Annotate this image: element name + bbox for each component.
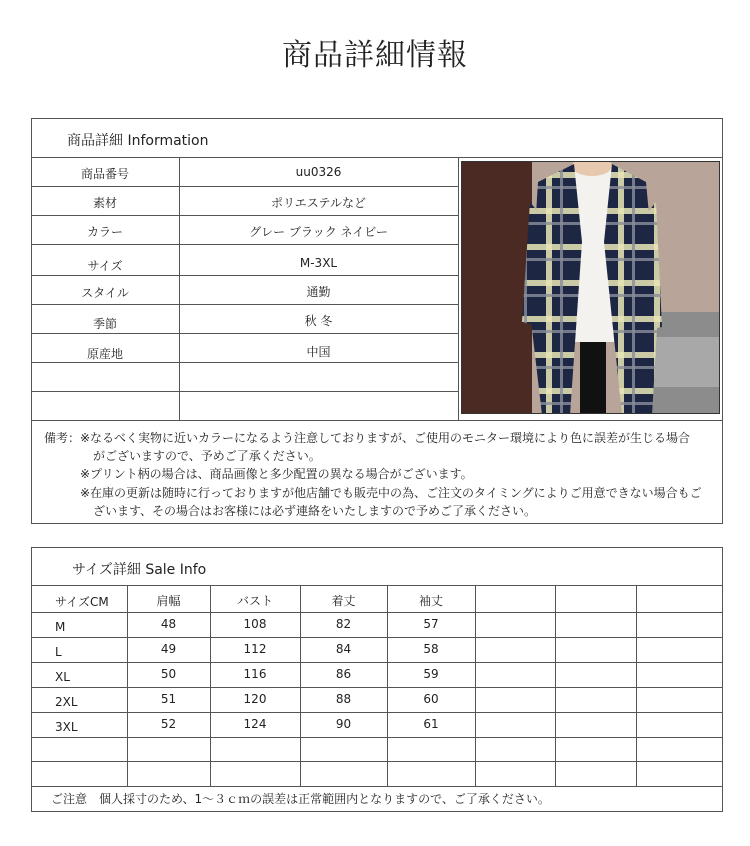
detail-value: M-3XL [299,256,338,270]
remarks-line: ざいます、その場合はお客様には必ず連絡をいたしますので予めご了承ください。 [93,504,537,518]
detail-value: 通勤 [306,285,331,299]
size-header: バスト [236,594,273,608]
detail-value: グレー ブラック ネイビー [249,225,388,239]
size-cell: 112 [243,642,267,656]
size-header: 袖丈 [418,594,443,608]
size-cell: 61 [423,717,439,731]
remarks-line: ※在庫の更新は随時に行っておりますが他店舗でも販売中の為、ご注文のタイミングによりご用意できない場合もご [80,486,702,500]
size-cell: 3XL [55,720,78,734]
detail-label: 原産地 [86,347,123,361]
size-cell: 57 [423,617,439,631]
size-cell: 50 [160,667,177,681]
size-header: サイズCM [55,595,109,609]
size-cell: 82 [335,617,352,631]
size-cell: 88 [335,692,352,706]
remarks-line: 備考：※なるべく実物に近いカラーになるよう注意しておりますが、ご使用のモニター環境により色に誤差が生じる場合 [44,431,691,445]
size-cell: 116 [243,667,267,681]
detail-label: 季節 [92,317,117,331]
page-title: 商品詳細情報 [282,38,468,73]
size-cell: XL [55,670,70,684]
size-cell: 84 [335,642,352,656]
remarks-line: がございますので、予めご了承ください。 [93,449,321,463]
size-cell: 48 [160,617,177,631]
detail-value: uu0326 [295,165,342,179]
size-cell: 86 [335,667,352,681]
detail-value: 中国 [306,345,331,359]
details-heading: 商品詳細 Information [67,133,209,149]
size-cell: 60 [423,692,439,706]
size-cell: M [55,620,66,634]
detail-label: カラー [86,225,123,239]
detail-label: スタイル [81,286,129,300]
detail-value: 秋 冬 [304,314,333,328]
remarks-line: ※プリント柄の場合は、商品画像と多少配置の異なる場合がございます。 [80,467,473,481]
detail-label: 素材 [92,196,117,210]
size-cell: 90 [335,717,352,731]
size-cell: 124 [243,717,267,731]
size-cell: 49 [160,642,177,656]
size-header: 着丈 [331,594,356,608]
size-cell: L [55,645,62,659]
detail-label: サイズ [87,259,123,273]
size-cell: 51 [160,692,177,706]
detail-label: 商品番号 [80,167,129,181]
size-header: 肩幅 [156,594,181,608]
size-cell: 58 [423,642,439,656]
size-note: ご注意 個人採寸のため、1～３ｃｍの誤差は正常範囲内となりますので、ご了承ください。 [51,792,550,806]
size-cell: 52 [160,717,177,731]
size-cell: 59 [423,667,439,681]
product-image [461,161,720,414]
size-cell: 120 [243,692,267,706]
detail-value: ポリエステルなど [271,196,366,210]
size-cell: 2XL [55,695,78,709]
size-heading: サイズ詳細 Sale Info [72,562,207,578]
size-cell: 108 [243,617,267,631]
